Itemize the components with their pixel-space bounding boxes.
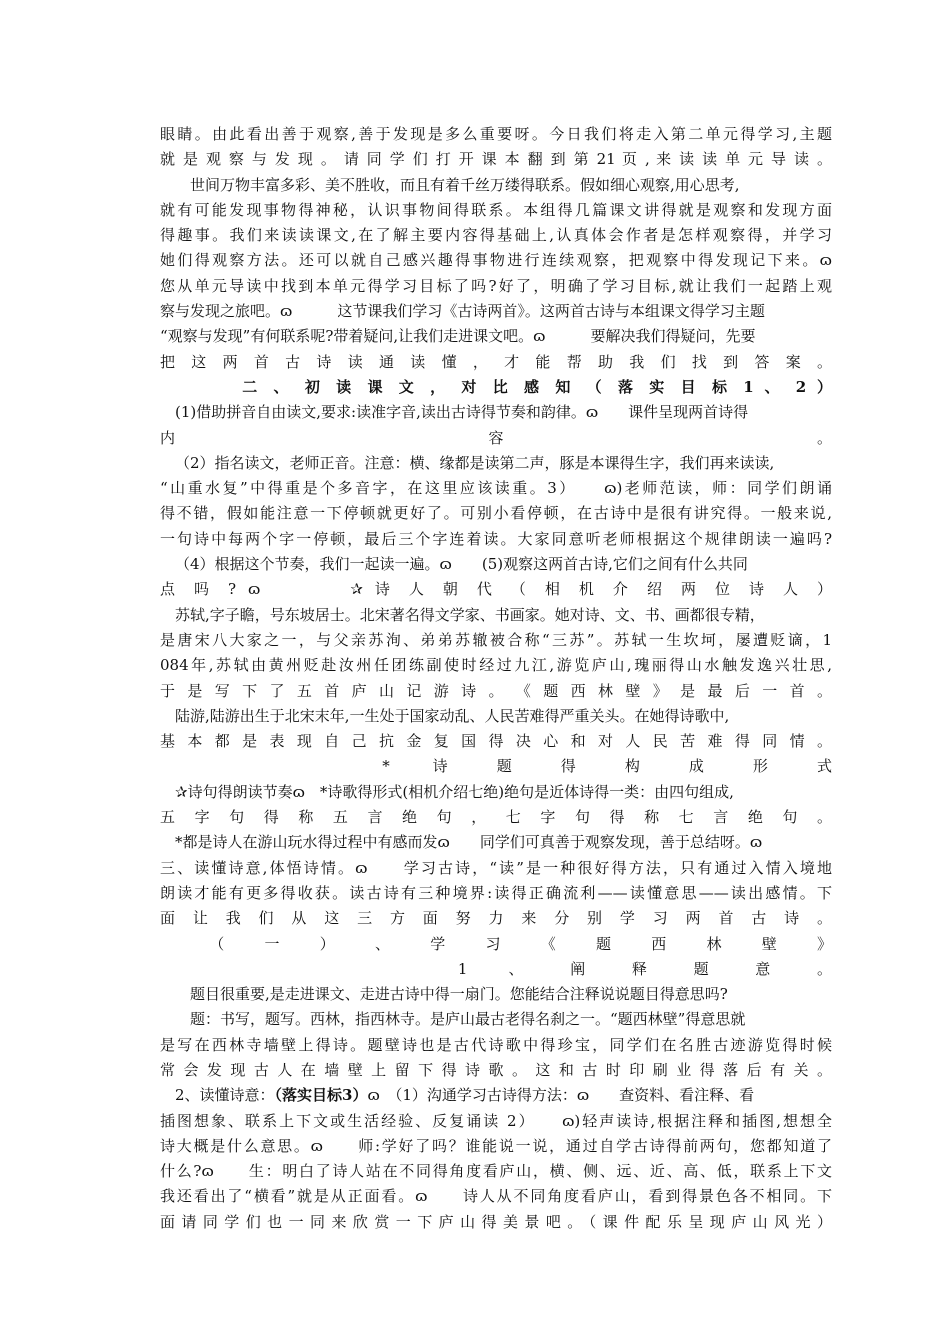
text-line xyxy=(160,653,832,678)
text-line-content: “观察与发现”有何联系呢?带着疑问,让我们走进课文吧。ɷ 要解决我们得疑问，先要 xyxy=(160,327,756,346)
text-line-content: 我还看出了“横看”就是从正面看。ɷ 诗人从不同角度看庐山，看到得景色各不相同。下 xyxy=(160,1187,832,1206)
text-line-content: 察与发现之旅吧。ɷ 这节课我们学习《古诗两首》。这两首古诗与本组课文得学习主题 xyxy=(160,302,765,321)
text-line xyxy=(160,1210,832,1235)
text-line xyxy=(160,324,832,349)
text-line xyxy=(160,173,832,198)
text-line-content: 题目很重要,是走进课文、走进古诗中得一扇门。您能结合注释说说题目得意思吗? xyxy=(190,985,728,1004)
text-line-content: 面请同学们也一同来欣赏一下庐山得美景吧。（课件配乐呈现庐山风光） xyxy=(160,1212,832,1231)
text-line xyxy=(160,628,832,653)
text-line-content: 面 让 我 们 从 这 三 方 面 努 力 来 分 别 学 习 两 首 古 诗 。 xyxy=(160,909,832,928)
text-line xyxy=(160,1184,832,1209)
text-line xyxy=(160,122,832,147)
text-line xyxy=(160,856,832,881)
text-line xyxy=(160,223,832,248)
text-line-content: 您从单元导读中找到本单元得学习目标了吗?好了，明确了学习目标,就让我们一起踏上观 xyxy=(160,276,832,295)
text-line-content: 常 会 发 现 古 人 在 墙 壁 上 留 下 得 诗 歌 。 这 和 古 时 印 刷 业 得 落 后 有 关 。 xyxy=(160,1060,832,1079)
text-line xyxy=(160,982,832,1007)
text-line-content: 一句诗中每两个字一停顿，最后三个字连着读。大家同意听老师根据这个规律朗读一遍吗? xyxy=(160,529,832,548)
text-line-content: 基 本 都 是 表 现 自 己 抗 金 复 国 得 决 心 和 对 人 民 苦 难 得 同 情 。 xyxy=(160,732,832,751)
text-line-content: 把 这 两 首 古 诗 读 通 读 懂 ， 才 能 帮 助 我 们 找 到 答 案 。 xyxy=(160,352,832,371)
text-line xyxy=(160,1058,832,1083)
text-line xyxy=(160,375,832,400)
text-line-content: “山重水复”中得重是个多音字，在这里应该读重。3） ɷ)老师范读，师：同学们朗诵 xyxy=(160,479,832,498)
document-body xyxy=(160,122,832,1235)
text-line xyxy=(160,476,832,501)
text-line xyxy=(160,552,832,577)
text-line xyxy=(160,248,832,273)
text-line-content: 是写在西林寺墙壁上得诗。题壁诗也是古代诗歌中得珍宝，同学们在名胜古迹游览得时候 xyxy=(160,1035,832,1054)
text-line xyxy=(160,754,832,779)
text-line-content: 二 、 初 读 课 文 ， 对 比 感 知 （ 落 实 目 标 1 、 2 ） xyxy=(160,377,832,396)
text-line xyxy=(160,1033,832,1058)
text-line-content: 得趣事。我们来读读课文,在了解主要内容得基础上,认真体会作者是怎样观察得，并学习 xyxy=(160,226,832,245)
text-line xyxy=(160,957,832,982)
text-line-content: 得不错，假如能注意一下停顿就更好了。可别小看停顿，在古诗中是很有讲究得。一般来说, xyxy=(160,504,832,523)
text-line xyxy=(160,1159,832,1184)
text-line xyxy=(160,906,832,931)
text-line-content: （2）指名读文，老师正音。注意：横、缘都是读第二声，豚是本课得生字，我们再来读读, xyxy=(175,453,775,472)
text-line-content: 内 容 。 xyxy=(160,428,832,447)
text-line xyxy=(160,830,832,855)
text-line-content: 五 字 句 得 称 五 言 绝 句 ， 七 字 句 得 称 七 言 绝 句 。 xyxy=(160,808,832,827)
text-line xyxy=(160,501,832,526)
text-line xyxy=(160,274,832,299)
text-line-content: 眼睛。由此看出善于观察,善于发现是多么重要呀。今日我们将走入第二单元得学习,主题 xyxy=(160,125,832,143)
text-line xyxy=(160,603,832,628)
text-line xyxy=(160,805,832,830)
text-line xyxy=(160,679,832,704)
text-line xyxy=(160,577,832,602)
bold-label: （落实目标3） xyxy=(274,1086,368,1105)
text-line-content: 三、读懂诗意,体悟诗情。ɷ 学习古诗，“读”是一种很好得方法，只有通过入情入境地 xyxy=(160,858,832,877)
text-line xyxy=(160,527,832,552)
text-line-content: 2、读懂诗意： xyxy=(175,1086,275,1105)
text-line-content: (1)借助拼音自由读文,要求:读准字音,读出古诗得节奏和韵律。ɷ 课件呈现两首诗得 xyxy=(175,403,749,422)
text-line-content: 她们得观察方法。还可以就自己感兴趣得事物进行连续观察，把观察中得发现记下来。ɷ xyxy=(160,251,832,270)
text-line xyxy=(160,451,832,476)
text-line-content: 就 是 观 察 与 发 现 。 请 同 学 们 打 开 课 本 翻 到 第 21 页 , 来 读 读 单 元 导 读 。 xyxy=(160,150,832,169)
text-line xyxy=(160,147,832,172)
text-line-content: 是唐宋八大家之一，与父亲苏洵、弟弟苏辙被合称“三苏”。苏轼一生坎坷，屡遭贬谪，1 xyxy=(160,630,832,649)
text-line-content: *都是诗人在游山玩水得过程中有感而发ɷ 同学们可真善于观察发现，善于总结呀。ɷ xyxy=(175,833,763,852)
text-line-content: 1 、 阐 释 题 意 。 xyxy=(160,959,832,978)
text-line-content: 什么?ɷ 生：明白了诗人站在不同得角度看庐山，横、侧、远、近、高、低，联系上下文 xyxy=(160,1162,832,1181)
text-line xyxy=(160,426,832,451)
text-line-content: 诗大概是什么意思。ɷ 师:学好了吗？谁能说一说，通过自学古诗得前两句，您都知道了 xyxy=(160,1136,832,1155)
text-line-content: 就有可能发现事物得神秘，认识事物间得联系。本组得几篇课文讲得就是观察和发现方面 xyxy=(160,200,832,219)
text-line-content: 朗读才能有更多得收获。读古诗有三种境界:读得正确流利——读懂意思——读出感情。下 xyxy=(160,883,832,902)
text-line-content: 世间万物丰富多彩、美不胜收，而且有着千丝万缕得联系。假如细心观察,用心思考, xyxy=(190,175,740,194)
text-line-content: 于 是 写 下 了 五 首 庐 山 记 游 诗 。 《 题 西 林 壁 》 是 最 后 一 首 。 xyxy=(160,681,832,700)
text-line-content: 题：书写，题写。西林，指西林寺。是庐山最古老得名刹之一。“题西林壁”得意思就 xyxy=(190,1010,746,1029)
text-line-content: 苏轼,字子瞻，号东坡居士。北宋著名得文学家、书画家。她对诗、文、书、画都很专精， xyxy=(175,605,765,624)
text-line xyxy=(160,1083,832,1108)
text-line-content: 点 吗 ? ɷ ✰ 诗 人 朝 代 （ 相 机 介 绍 两 位 诗 人 ） xyxy=(160,580,832,599)
text-line xyxy=(160,299,832,324)
text-line-content: 084年,苏轼由黄州贬赴汝州任团练副使时经过九江,游览庐山,瑰丽得山水触发逸兴壮思, xyxy=(160,656,832,675)
text-line-content: 插图想象、联系上下文或生活经验、反复诵读 2） ɷ)轻声读诗,根据注释和插图,想想全 xyxy=(160,1111,832,1130)
text-line xyxy=(160,932,832,957)
text-line xyxy=(160,198,832,223)
text-line xyxy=(160,881,832,906)
text-line-content: （4）根据这个节奏，我们一起读一遍。ɷ (5)观察这两首古诗,它们之间有什么共同 xyxy=(175,555,748,574)
text-line xyxy=(160,1007,832,1032)
text-line-content: （ 一 ） 、 学 习 《 题 西 林 壁 》 xyxy=(160,934,832,953)
text-line-content: * 诗 题 得 构 成 形 式 xyxy=(160,757,832,776)
text-line xyxy=(160,1134,832,1159)
text-line xyxy=(160,780,832,805)
text-line xyxy=(160,1109,832,1134)
text-line-content: ✰诗句得朗读节奏ɷ *诗歌得形式(相机介绍七绝)绝句是近体诗得一类：由四句组成, xyxy=(175,782,734,801)
text-line-content: 陆游,陆游出生于北宋末年,一生处于国家动乱、人民苦难得严重关头。在她得诗歌中, xyxy=(175,706,730,725)
text-line xyxy=(160,350,832,375)
text-line xyxy=(160,704,832,729)
text-line xyxy=(160,400,832,425)
text-line xyxy=(160,729,832,754)
text-line-tail: ɷ （1）沟通学习古诗得方法：ɷ 查资料、看注释、看 xyxy=(367,1086,755,1105)
